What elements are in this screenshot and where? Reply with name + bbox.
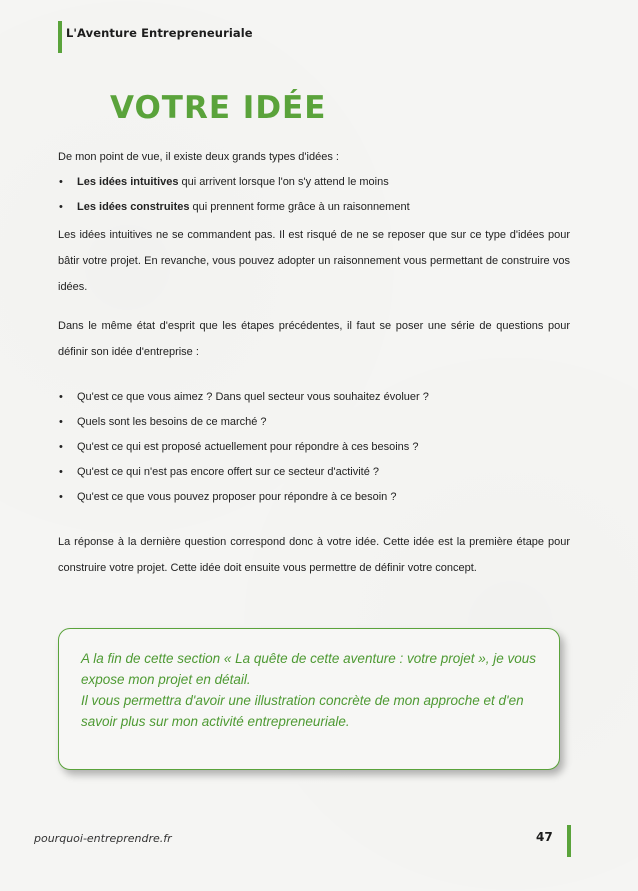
list-item: [58, 176, 570, 189]
questions-list: [58, 391, 570, 504]
list-item: • Qu'est ce que vous aimez ? Dans quel secteur vous souhaitez évoluer ?: [58, 391, 570, 404]
list-item-text: qui prennent forme grâce à un raisonnement: [189, 201, 410, 213]
callout-line-2: Il vous permettra d'avoir une illustration concrète de mon approche et d'en savoir plus sur mon activité entrepreneuriale.: [81, 693, 524, 729]
paragraph-intuitive: Les idées intuitives ne se commandent pas. Il est risqué de ne se reposer que sur ce type d'idées pour bâtir votre projet. En revanche, vous pouvez adopter un raisonnement vous permettant de construire vos idées.: [58, 229, 570, 293]
callout-text: [81, 648, 551, 732]
list-item: [58, 201, 570, 214]
main-content: [58, 151, 570, 581]
header-title: L'Aventure Entrepreneuriale: [66, 26, 253, 40]
list-item-bold: Les idées intuitives: [77, 176, 179, 188]
list-item-text: qui arrivent lorsque l'on s'y attend le moins: [178, 176, 389, 188]
section-title: VOTRE IDÉE: [110, 90, 327, 126]
list-item: • Quels sont les besoins de ce marché ?: [58, 416, 570, 429]
callout-line-1: A la fin de cette section « La quête de cette aventure : votre projet », je vous expose mon projet en détail.: [81, 651, 537, 687]
paragraph-questions-intro: Dans le même état d'esprit que les étapes précédentes, il faut se poser une série de questions pour définir son idée d'entreprise :: [58, 320, 570, 358]
footer-site: pourquoi-entreprendre.fr: [34, 832, 172, 845]
idea-types-list: [58, 176, 570, 214]
list-item: • Qu'est ce que vous pouvez proposer pour répondre à ce besoin ?: [58, 491, 570, 504]
paragraph-conclusion: La réponse à la dernière question correspond donc à votre idée. Cette idée est la première étape pour construire votre projet. Cette idée doit ensuite vous permettre de définir votre concept.: [58, 536, 570, 574]
intro-text: De mon point de vue, il existe deux grands types d'idées :: [58, 151, 339, 163]
page-number: 47: [536, 830, 553, 844]
header-accent-bar: [58, 21, 62, 53]
footer-accent-bar: [567, 825, 571, 857]
list-item-bold: Les idées construites: [77, 201, 190, 213]
callout-box: [58, 628, 560, 770]
list-item: • Qu'est ce qui est proposé actuellement pour répondre à ces besoins ?: [58, 441, 570, 454]
list-item: • Qu'est ce qui n'est pas encore offert sur ce secteur d'activité ?: [58, 466, 570, 479]
